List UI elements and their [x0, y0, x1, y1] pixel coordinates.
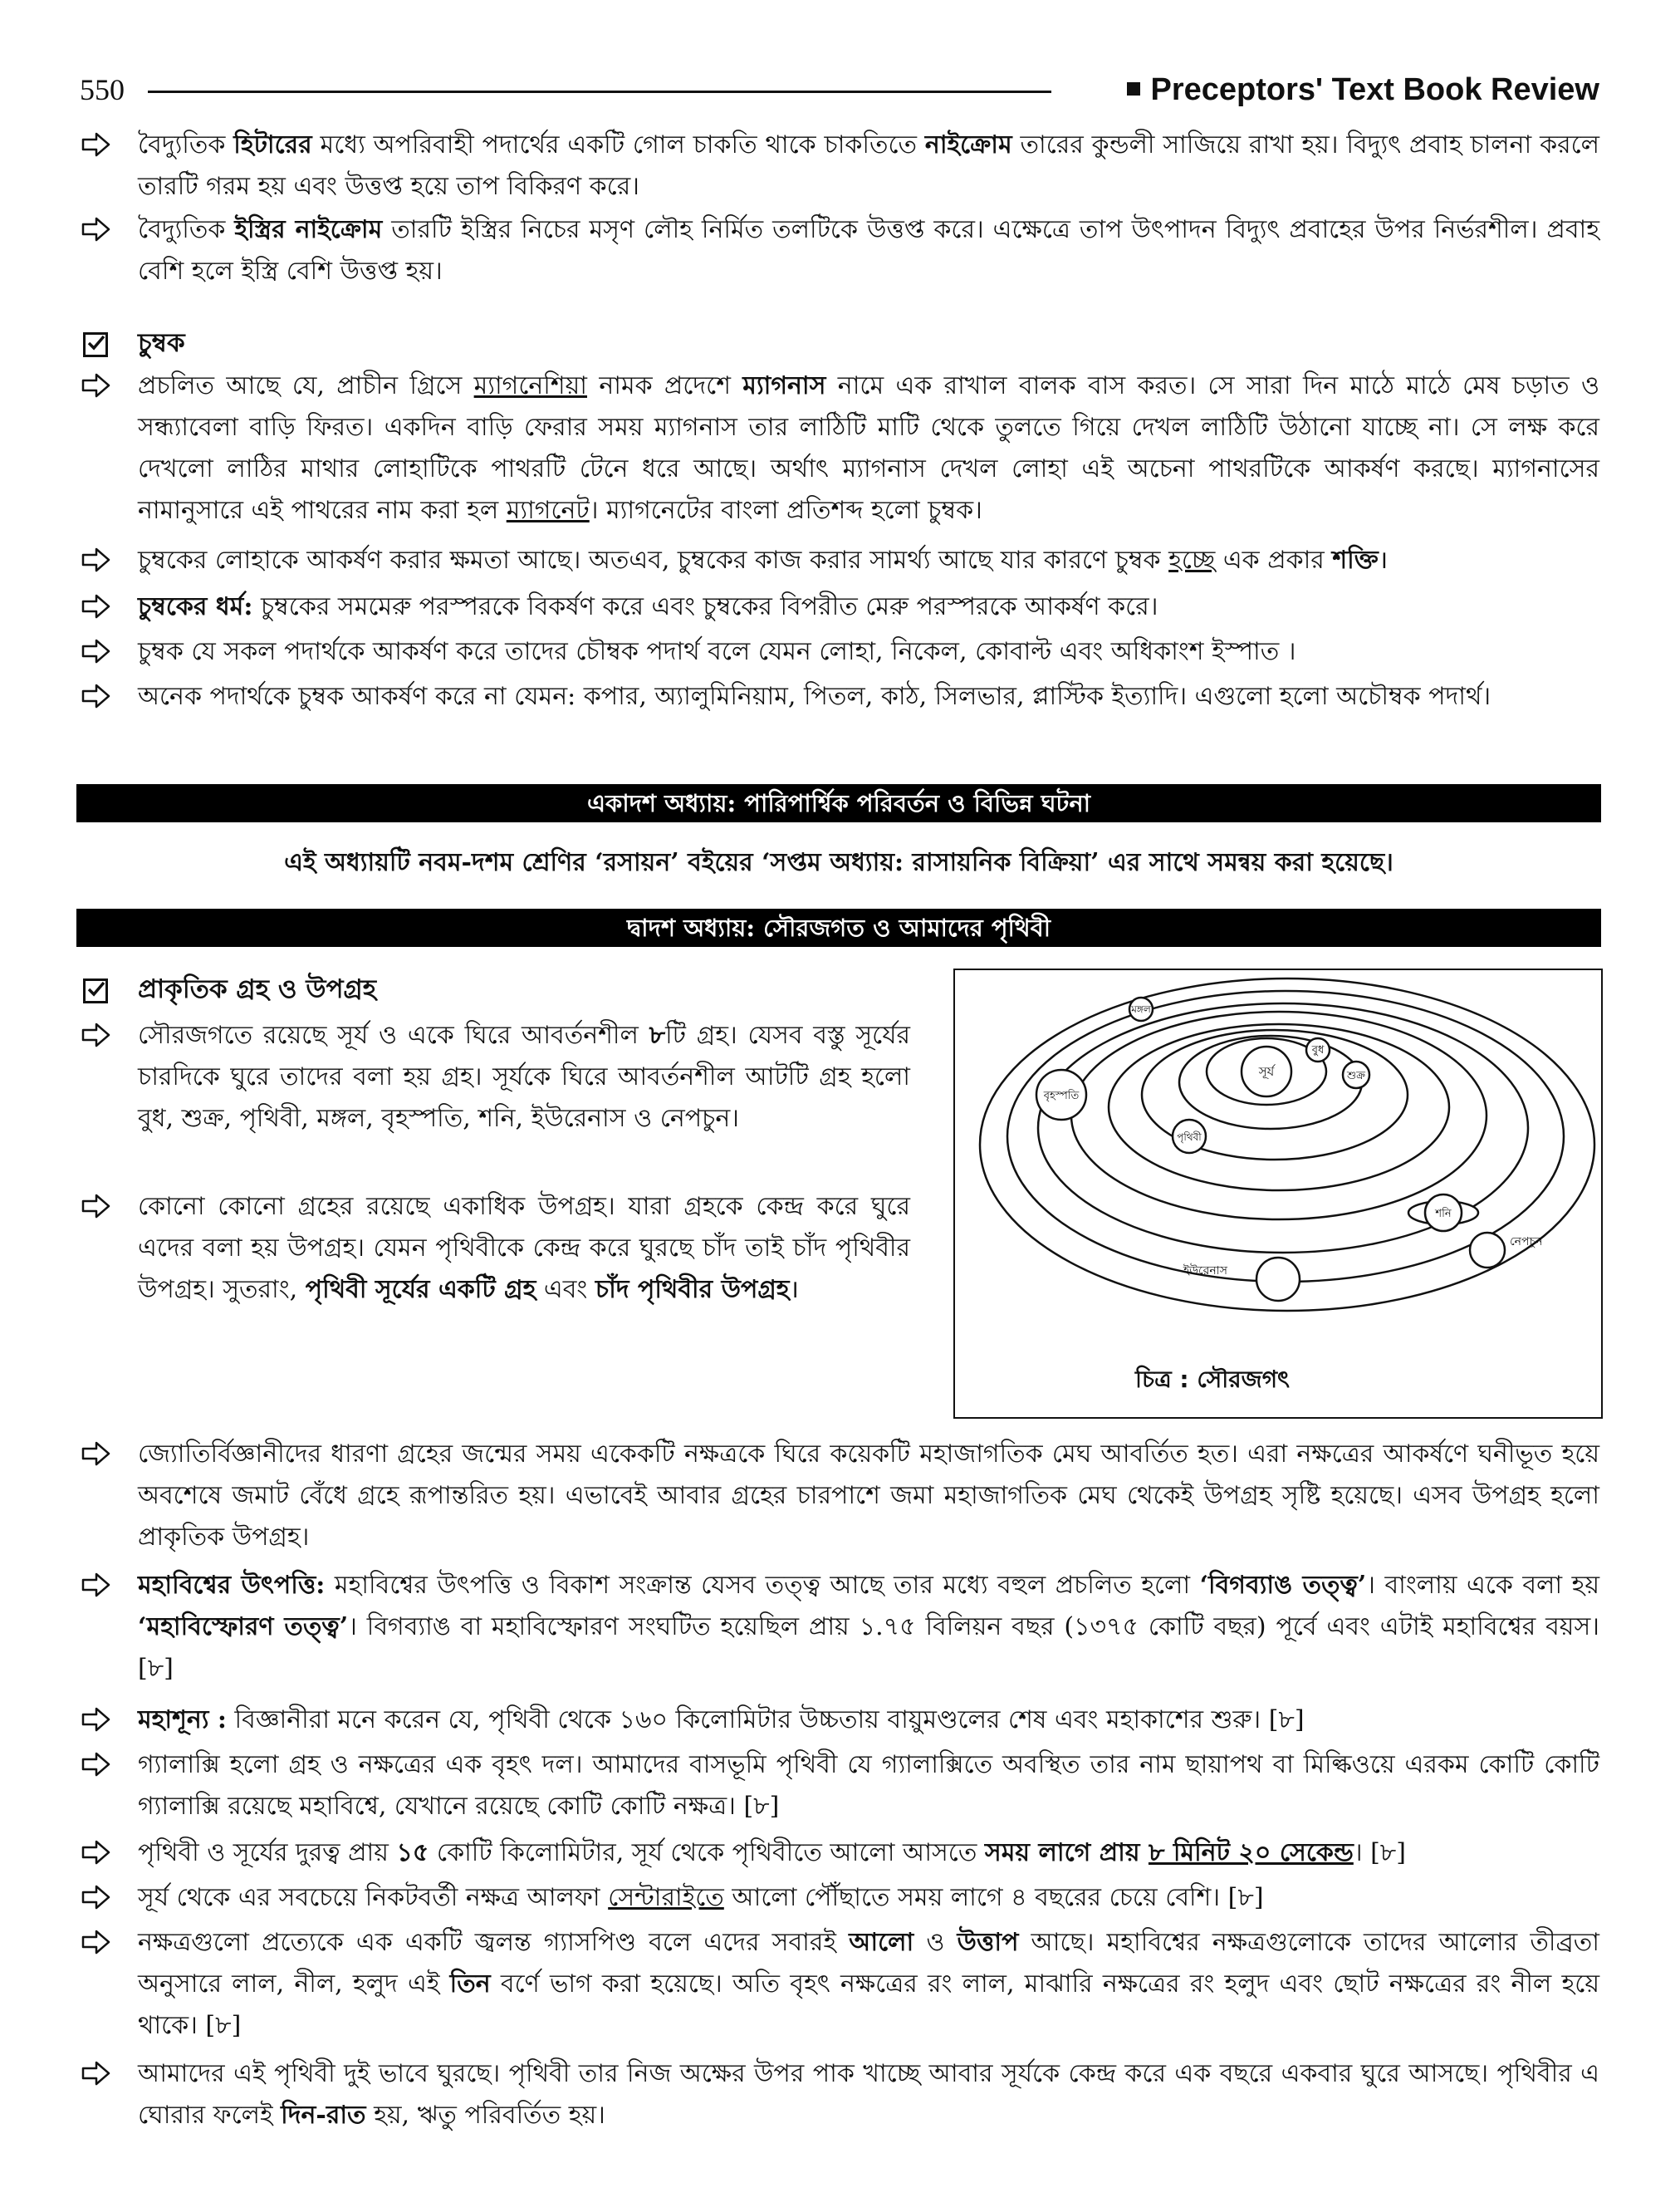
- label-jupiter: বৃহস্পতি: [1043, 1090, 1080, 1102]
- chapter-12-title-bar: দ্বাদশ অধ্যায়: সৌরজগত ও আমাদের পৃথিবী: [76, 909, 1601, 947]
- arrow-right-icon: [80, 1881, 113, 1914]
- bullet-text: গ্যালাক্সি হলো গ্রহ ও নক্ষত্রের এক বৃহৎ দল। আমাদের বাসভূমি পৃথিবী যে গ্যালাক্সিতে অবস্থিত তার নাম ছায়াপথ বা মিল্কিওয়ে এরকম কোটি কোটি গ্যালাক্সি রয়েছে মহাবিশ্বে, যেখানে রয়েছে কোটি কোটি নক্ষত্র। [৮]: [138, 1750, 1599, 1821]
- arrow-right-icon: [80, 1018, 113, 1052]
- arrow-right-icon: [80, 213, 113, 246]
- arrow-right-icon: [80, 1925, 113, 1959]
- bullet-text: অনেক পদার্থকে চুম্বক আকর্ষণ করে না যেমন: কপার, অ্যালুমিনিয়াম, পিতল, কাঠ, সিলভার, প্লাস্টিক ইত্যাদি। এগুলো হলো অচৌম্বক পদার্থ।: [138, 682, 1491, 711]
- label-mercury: বুধ: [1311, 1044, 1325, 1057]
- checkbox-checked-icon: [83, 332, 108, 357]
- label-neptune: নেপচুন: [1510, 1235, 1543, 1248]
- bullet-magnet-energy: [80, 540, 1599, 581]
- arrow-right-icon: [80, 1437, 113, 1470]
- bullet-satellites: [80, 1186, 910, 1311]
- label-venus: শুক্র: [1346, 1070, 1366, 1082]
- bullet-big-bang: [80, 1565, 1599, 1690]
- arrow-right-icon: [80, 369, 113, 402]
- chapter-11-title-bar: একাদশ অধ্যায়: পারিপার্শ্বিক পরিবর্তন ও বিভিন্ন ঘটনা: [76, 784, 1601, 822]
- chapter-11-notice: এই অধ্যায়টি নবম-দশম শ্রেণির ‘রসায়ন’ বইয়ের ‘সপ্তম অধ্যায়: রাসায়নিক বিক্রিয়া’ এর সাথে সমন্বয় করা হয়েছে।: [284, 848, 1393, 877]
- bullet-text: সূর্য থেকে এর সবচেয়ে নিকটবর্তী নক্ষত্র আলফা সেন্টারাইতে আলো পৌঁছাতে সময় লাগে ৪ বছরের চেয়ে বেশি। [৮]: [138, 1883, 1264, 1912]
- bullet-magnet-property: [80, 586, 1599, 628]
- page-number: 550: [80, 73, 125, 106]
- bullet-alpha-centauri: [80, 1877, 1599, 1919]
- arrow-right-icon: [80, 590, 113, 623]
- bullet-text: জ্যোতির্বিজ্ঞানীদের ধারণা গ্রহের জন্মের সময় একেকটি নক্ষত্রকে ঘিরে কয়েকটি মহাজাগতিক মেঘ আবর্তিত হত। এরা নক্ষত্রের আকর্ষণে ঘনীভূত হয়ে অবশেষে জমাট বেঁধে গ্রহে রূপান্তরিত হয়। এভাবেই আবার গ্রহের চারপাশে জমা মহাজাগতিক মেঘ থেকেই উপগ্রহ সৃষ্টি হয়েছে। এসব উপগ্রহ হলো প্রাকৃতিক উপগ্রহ।: [138, 1440, 1599, 1552]
- orbit-jupiter: [1071, 1012, 1487, 1219]
- solar-system-figure: [953, 969, 1603, 1419]
- bullet-iron: [80, 209, 1599, 292]
- bullet-solar-system: [80, 1015, 910, 1140]
- arrow-right-icon: [80, 1836, 113, 1869]
- arrow-right-icon: [80, 1703, 113, 1736]
- bullet-sun-distance: [80, 1832, 1599, 1874]
- bullet-earth-rotation: [80, 2053, 1599, 2136]
- label-earth: পৃথিবী: [1177, 1131, 1202, 1143]
- section-title: চুম্বক: [138, 328, 185, 358]
- arrow-right-icon: [80, 1189, 113, 1223]
- book-title: [1127, 68, 1599, 111]
- bullet-text: চুম্বক যে সকল পদার্থকে আকর্ষণ করে তাদের চৌম্বক পদার্থ বলে যেমন লোহা, নিকেল, কোবাল্ট এবং অধিকাংশ ইস্পাত ।: [138, 637, 1296, 666]
- bullet-text: বৈদ্যুতিক ইস্ত্রির নাইক্রোম তারটি ইস্ত্রির নিচের মসৃণ লৌহ নির্মিত তলটিকে উত্তপ্ত করে। এক্ষেত্রে তাপ উৎপাদন বিদ্যুৎ প্রবাহের উপর নির্ভরশীল। প্রবাহ বেশি হলে ইস্ত্রি বেশি উত্তপ্ত হয়।: [138, 215, 1599, 286]
- section-title: প্রাকৃতিক গ্রহ ও উপগ্রহ: [138, 974, 377, 1004]
- figure-caption: চিত্র : সৌরজগৎ: [1134, 1366, 1291, 1393]
- arrow-right-icon: [80, 128, 113, 161]
- solar-system-diagram: [955, 970, 1601, 1417]
- page-header: [80, 68, 1599, 115]
- book-title-text: Preceptors' Text Book Review: [1150, 72, 1599, 107]
- bullet-text: চুম্বকের ধর্ম: চুম্বকের সমমেরু পরস্পরকে বিকর্ষণ করে এবং চুম্বকের বিপরীত মেরু পরস্পরকে আকর্ষণ করে।: [138, 592, 1158, 621]
- checkbox-checked-icon: [83, 978, 108, 1003]
- bullet-heater: [80, 125, 1599, 208]
- bullet-text: মহাবিশ্বের উৎপত্তি: মহাবিশ্বের উৎপত্তি ও বিকাশ সংক্রান্ত যেসব তত্ত্ব আছে তার মধ্যে বহুল প্রচলিত হলো ‘বিগব্যাঙ তত্ত্ব’। বাংলায় একে বলা হয় ‘মহাবিস্ফোরণ তত্ত্ব’। বিগব্যাঙ বা মহাবিস্ফোরণ সংঘটিত হয়েছিল প্রায় ১.৭৫ বিলিয়ন বছর (১৩৭৫ কোটি বছর) পূর্বে এবং এটাই মহাবিশ্বের বয়স। [৮]: [138, 1571, 1600, 1683]
- bullet-text: আমাদের এই পৃথিবী দুই ভাবে ঘুরছে। পৃথিবী তার নিজ অক্ষের উপর পাক খাচ্ছে আবার সূর্যকে কেন্দ্র করে এক বছরে একবার ঘুরে আসছে। পৃথিবীর এ ঘোরার ফলেই দিন-রাত হয়, ঋতু পরিবর্তিত হয়।: [138, 2059, 1599, 2130]
- bullet-text: সৌরজগতে রয়েছে সূর্য ও একে ঘিরে আবর্তনশীল ৮টি গ্রহ। যেসব বস্তু সূর্যের চারদিকে ঘুরে তাদের বলা হয় গ্রহ। সূর্যকে ঘিরে আবর্তনশীল আটটি গ্রহ হলো বুধ, শুক্র, পৃথিবী, মঙ্গল, বৃহস্পতি, শনি, ইউরেনাস ও নেপচুন।: [138, 1021, 910, 1133]
- bullet-magnet-story: [80, 365, 1599, 532]
- arrow-right-icon: [80, 679, 113, 713]
- label-uranus: ইউরেনাস: [1183, 1264, 1227, 1278]
- label-sun: সূর্য: [1258, 1064, 1275, 1079]
- planet-neptune: [1470, 1233, 1505, 1268]
- bullet-text: মহাশূন্য : বিজ্ঞানীরা মনে করেন যে, পৃথিবী থেকে ১৬০ কিলোমিটার উচ্চতায় বায়ুমণ্ডলের শেষ এবং মহাকাশের শুরু। [৮]: [138, 1705, 1305, 1734]
- bullet-space: [80, 1699, 1599, 1741]
- bullet-text: নক্ষত্রগুলো প্রত্যেকে এক একটি জ্বলন্ত গ্যাসপিণ্ড বলে এদের সবারই আলো ও উত্তাপ আছে। মহাবিশ্বের নক্ষত্রগুলোকে তাদের আলোর তীব্রতা অনুসারে লাল, নীল, হলুদ এই তিন বর্ণে ভাগ করা হয়েছে। অতি বৃহৎ নক্ষত্রের রং লাল, মাঝারি নক্ষত্রের রং হলুদ এবং ছোট নক্ষত্রের রং নীল হয়ে থাকে। [৮]: [138, 1928, 1600, 2040]
- arrow-right-icon: [80, 543, 113, 576]
- bullet-text: পৃথিবী ও সূর্যের দুরত্ব প্রায় ১৫ কোটি কিলোমিটার, সূর্য থেকে পৃথিবীতে আলো আসতে সময় লাগে প্রায় ৮ মিনিট ২০ সেকেন্ড। [৮]: [138, 1838, 1406, 1867]
- arrow-right-icon: [80, 2057, 113, 2090]
- arrow-right-icon: [80, 1568, 113, 1601]
- header-rule: [148, 91, 1051, 93]
- label-saturn: শনি: [1435, 1208, 1452, 1220]
- bullet-text: বৈদ্যুতিক হিটারের মধ্যে অপরিবাহী পদার্থের একটি গোল চাকতি থাকে চাকতিতে নাইক্রোম তারের কুন্ডলী সাজিয়ে রাখা হয়। বিদ্যুৎ প্রবাহ চালনা করলে তারটি গরম হয় এবং উত্তপ্ত হয়ে তাপ বিকিরণ করে।: [138, 130, 1599, 201]
- bullet-galaxy: [80, 1744, 1599, 1827]
- planet-uranus: [1256, 1258, 1300, 1301]
- bullet-magnetic-materials: [80, 631, 1599, 673]
- bullet-text: প্রচলিত আছে যে, প্রাচীন গ্রিসে ম্যাগনেশিয়া নামক প্রদেশে ম্যাগনাস নামে এক রাখাল বালক বাস করত। সে সারা দিন মাঠে মাঠে মেষ চড়াত ও সন্ধ্যাবেলা বাড়ি ফিরত। একদিন বাড়ি ফেরার সময় ম্যাগনাস তার লাঠিটি মাটি থেকে তুলতে গিয়ে দেখল লাঠিটি উঠানো যাচ্ছে না। সে লক্ষ করে দেখলো লাঠির মাথার লোহাটিকে পাথরটি টেনে ধরে আছে। অর্থাৎ ম্যাগনাস দেখল লোহা এই অচেনা পাথরটিকে আকর্ষণ করছে। ম্যাগনাসের নামানুসারে এই পাথরের নাম করা হল ম্যাগনেট। ম্যাগনেটের বাংলা প্রতিশব্দ হলো চুম্বক।: [138, 371, 1600, 525]
- bullet-text: কোনো কোনো গ্রহের রয়েছে একাধিক উপগ্রহ। যারা গ্রহকে কেন্দ্র করে ঘুরে এদের বলা হয় উপগ্রহ। যেমন পৃথিবীকে কেন্দ্র করে ঘুরছে চাঁদ তাই চাঁদ পৃথিবীর উপগ্রহ। সুতরাং, পৃথিবী সূর্যের একটি গ্রহ এবং চাঁদ পৃথিবীর উপগ্রহ।: [138, 1192, 910, 1304]
- label-mars: মঙ্গল: [1131, 1003, 1151, 1015]
- arrow-right-icon: [80, 1748, 113, 1781]
- square-bullet-icon: [1127, 82, 1140, 96]
- bullet-text: চুম্বকের লোহাকে আকর্ষণ করার ক্ষমতা আছে। অতএব, চুম্বকের কাজ করার সামর্থ্য আছে যার কারণে চুম্বক হচ্ছে এক প্রকার শক্তি।: [138, 546, 1389, 575]
- arrow-right-icon: [80, 635, 113, 668]
- bullet-stars: [80, 1922, 1599, 2047]
- bullet-nonmagnetic-materials: [80, 676, 1599, 718]
- bullet-planet-formation: [80, 1434, 1599, 1558]
